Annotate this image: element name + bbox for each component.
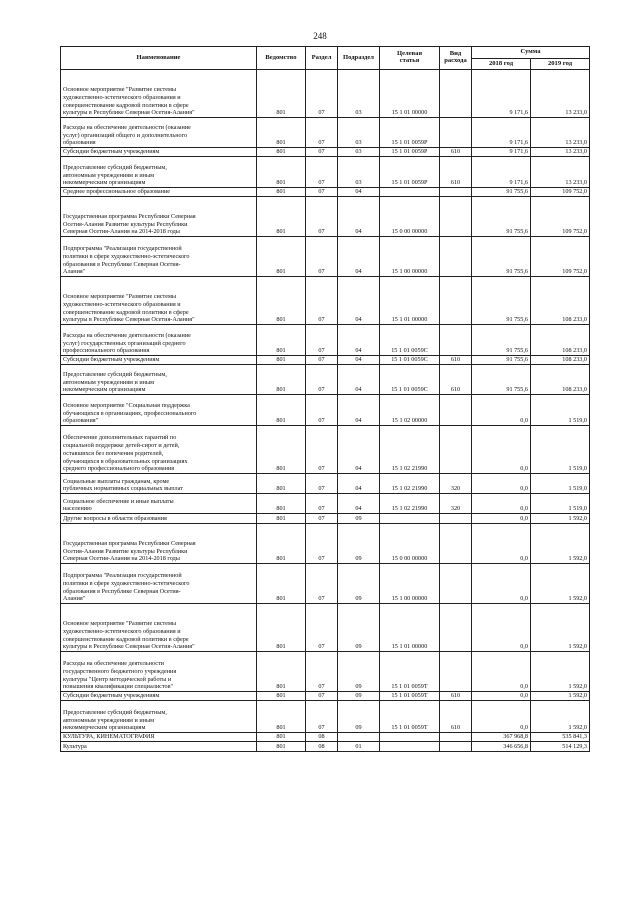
cell-sum-2019: 1 592,0 — [531, 524, 590, 564]
cell-department: 801 — [257, 70, 306, 118]
cell-subsection: 03 — [338, 157, 380, 188]
cell-section: 08 — [306, 733, 338, 742]
cell-section: 07 — [306, 277, 338, 325]
cell-department: 801 — [257, 325, 306, 356]
cell-expense-type: 610 — [440, 157, 472, 188]
cell-sum-2019: 1 519,0 — [531, 395, 590, 426]
table-row — [61, 157, 590, 188]
cell-section: 07 — [306, 118, 338, 148]
cell-name: Социальное обеспечение и иные выплаты населению — [61, 494, 257, 514]
cell-subsection: 04 — [338, 188, 380, 197]
cell-section: 07 — [306, 514, 338, 524]
cell-target-article — [380, 514, 440, 524]
table-row — [61, 395, 590, 426]
cell-name: Предоставление субсидий бюджетным, автономным учреждениям и иным некоммерческим организациям — [61, 365, 257, 395]
cell-expense-type: 320 — [440, 474, 472, 494]
header-subsection: Подраздел — [338, 47, 380, 70]
cell-sum-2019: 13 233,0 — [531, 148, 590, 157]
header-section: Раздел — [306, 47, 338, 70]
cell-department: 801 — [257, 692, 306, 701]
cell-expense-type — [440, 604, 472, 652]
cell-target-article: 15 1 01 00000 — [380, 70, 440, 118]
cell-sum-2018: 367 968,8 — [472, 733, 531, 742]
table-row — [61, 277, 590, 325]
header-sum: Сумма — [472, 47, 590, 59]
cell-name: Государственная программа Республики Северная Осетия-Алания Развитие культуры Республики Северная Осетия-Алания на 2014-2018 годы — [61, 197, 257, 237]
cell-target-article: 15 1 01 0059С — [380, 356, 440, 365]
cell-expense-type — [440, 237, 472, 277]
cell-department: 801 — [257, 277, 306, 325]
table-row — [61, 356, 590, 365]
cell-sum-2019: 109 752,0 — [531, 188, 590, 197]
header-name: Наименование — [61, 47, 257, 70]
cell-name: Расходы на обеспечение деятельности государственного бюджетного учреждения культуры "Центр методической работы и повышения квалификации специалистов" — [61, 652, 257, 692]
cell-expense-type — [440, 564, 472, 604]
cell-department: 801 — [257, 604, 306, 652]
cell-section: 07 — [306, 237, 338, 277]
cell-expense-type: 610 — [440, 365, 472, 395]
cell-sum-2019: 1 519,0 — [531, 426, 590, 474]
cell-department: 801 — [257, 652, 306, 692]
cell-section: 07 — [306, 692, 338, 701]
cell-name: Обеспечение дополнительных гарантий по социальной поддержке детей-сирот и детей, оставшихся без попечения родителей, обучающихся в образовательных организациях среднего профессионального образования — [61, 426, 257, 474]
table-row — [61, 148, 590, 157]
cell-department: 801 — [257, 733, 306, 742]
table-row — [61, 70, 590, 118]
cell-subsection: 04 — [338, 356, 380, 365]
cell-name: Подпрограмма "Реализация государственной политики в сфере художественно-эстетического образования в Республике Северная Осетия- Алания" — [61, 237, 257, 277]
cell-target-article: 15 1 01 00000 — [380, 604, 440, 652]
cell-sum-2018: 9 171,6 — [472, 148, 531, 157]
cell-sum-2018: 0,0 — [472, 426, 531, 474]
cell-sum-2019: 1 592,0 — [531, 604, 590, 652]
cell-subsection: 09 — [338, 524, 380, 564]
cell-section: 07 — [306, 524, 338, 564]
cell-department: 801 — [257, 356, 306, 365]
cell-subsection: 03 — [338, 148, 380, 157]
cell-sum-2019: 1 592,0 — [531, 514, 590, 524]
cell-expense-type: 610 — [440, 692, 472, 701]
table-row — [61, 692, 590, 701]
cell-expense-type — [440, 188, 472, 197]
table-row — [61, 701, 590, 733]
table-row — [61, 426, 590, 474]
cell-sum-2019: 13 233,0 — [531, 157, 590, 188]
cell-subsection: 03 — [338, 118, 380, 148]
cell-sum-2018: 91 755,6 — [472, 188, 531, 197]
table-row — [61, 494, 590, 514]
header-department: Ведомство — [257, 47, 306, 70]
cell-expense-type — [440, 277, 472, 325]
cell-sum-2019: 1 519,0 — [531, 494, 590, 514]
cell-department: 801 — [257, 118, 306, 148]
cell-department: 801 — [257, 426, 306, 474]
cell-target-article: 15 1 01 00000 — [380, 277, 440, 325]
cell-section: 07 — [306, 148, 338, 157]
cell-sum-2018: 0,0 — [472, 524, 531, 564]
cell-name: Другие вопросы в области образования — [61, 514, 257, 524]
cell-sum-2019: 535 841,3 — [531, 733, 590, 742]
cell-subsection: 01 — [338, 742, 380, 752]
cell-sum-2019: 1 592,0 — [531, 652, 590, 692]
cell-sum-2018: 0,0 — [472, 692, 531, 701]
cell-subsection: 04 — [338, 474, 380, 494]
cell-section: 07 — [306, 356, 338, 365]
cell-sum-2018: 91 755,6 — [472, 356, 531, 365]
cell-sum-2018: 0,0 — [472, 514, 531, 524]
cell-section: 07 — [306, 426, 338, 474]
cell-name: Основное мероприятие "Социальная поддержка обучающихся в организациях, профессионального образования" — [61, 395, 257, 426]
cell-subsection: 09 — [338, 604, 380, 652]
table-row — [61, 325, 590, 356]
cell-target-article: 15 1 02 21990 — [380, 474, 440, 494]
cell-name: Культура — [61, 742, 257, 752]
cell-department: 801 — [257, 395, 306, 426]
cell-sum-2018: 91 755,6 — [472, 237, 531, 277]
cell-target-article — [380, 742, 440, 752]
cell-name: Социальные выплаты гражданам, кроме публичных нормативных социальных выплат — [61, 474, 257, 494]
cell-expense-type — [440, 426, 472, 474]
table-row — [61, 733, 590, 742]
cell-name: Субсидии бюджетным учреждениям — [61, 356, 257, 365]
cell-sum-2019: 1 592,0 — [531, 692, 590, 701]
table-row — [61, 564, 590, 604]
cell-section: 08 — [306, 742, 338, 752]
cell-sum-2019: 109 752,0 — [531, 197, 590, 237]
cell-section: 07 — [306, 365, 338, 395]
cell-expense-type — [440, 652, 472, 692]
table-row — [61, 188, 590, 197]
cell-sum-2018: 91 755,6 — [472, 277, 531, 325]
cell-sum-2019: 108 233,0 — [531, 356, 590, 365]
cell-subsection: 09 — [338, 701, 380, 733]
cell-sum-2018: 0,0 — [472, 494, 531, 514]
cell-name: Основное мероприятие "Развитие системы художественно-эстетического образования и совершенствование кадровой политики в сфере культуры в Республике Северная Осетия-Алания" — [61, 277, 257, 325]
cell-expense-type — [440, 118, 472, 148]
cell-sum-2018: 9 171,6 — [472, 157, 531, 188]
table-body — [61, 70, 590, 752]
cell-name: Предоставление субсидий бюджетным, автономным учреждениям и иным некоммерческим организациям — [61, 157, 257, 188]
cell-sum-2018: 0,0 — [472, 564, 531, 604]
cell-target-article — [380, 733, 440, 742]
cell-department: 801 — [257, 494, 306, 514]
cell-department: 801 — [257, 524, 306, 564]
table-row — [61, 514, 590, 524]
cell-sum-2018: 91 755,6 — [472, 197, 531, 237]
cell-expense-type: 610 — [440, 701, 472, 733]
table-row — [61, 197, 590, 237]
cell-name: Расходы на обеспечение деятельности (оказание услуг) государственных организаций среднего профессионального образования — [61, 325, 257, 356]
cell-section: 07 — [306, 395, 338, 426]
cell-target-article: 15 1 01 0059Р — [380, 118, 440, 148]
cell-section: 07 — [306, 197, 338, 237]
cell-section: 07 — [306, 157, 338, 188]
cell-department: 801 — [257, 701, 306, 733]
table-row — [61, 604, 590, 652]
table-row — [61, 474, 590, 494]
cell-expense-type: 610 — [440, 148, 472, 157]
cell-sum-2018: 0,0 — [472, 395, 531, 426]
cell-department: 801 — [257, 742, 306, 752]
cell-sum-2018: 0,0 — [472, 474, 531, 494]
cell-subsection: 04 — [338, 395, 380, 426]
cell-sum-2018: 9 171,6 — [472, 70, 531, 118]
cell-name: Субсидии бюджетным учреждениям — [61, 692, 257, 701]
cell-sum-2019: 13 233,0 — [531, 70, 590, 118]
cell-sum-2019: 1 592,0 — [531, 701, 590, 733]
cell-target-article: 15 1 01 0059С — [380, 325, 440, 356]
cell-subsection: 09 — [338, 692, 380, 701]
cell-name: Среднее профессиональное образование — [61, 188, 257, 197]
cell-subsection: 04 — [338, 494, 380, 514]
header-target-article: Целевая статья — [380, 47, 440, 70]
cell-target-article: 15 1 01 0059С — [380, 365, 440, 395]
header-year-2019: 2019 год — [531, 59, 590, 70]
cell-target-article: 15 1 02 21990 — [380, 494, 440, 514]
cell-expense-type — [440, 325, 472, 356]
cell-target-article: 15 1 01 0059Р — [380, 148, 440, 157]
cell-sum-2019: 109 752,0 — [531, 237, 590, 277]
cell-name: КУЛЬТУРА, КИНЕМАТОГРАФИЯ — [61, 733, 257, 742]
table-row — [61, 118, 590, 148]
cell-sum-2018: 9 171,6 — [472, 118, 531, 148]
cell-expense-type — [440, 70, 472, 118]
cell-target-article: 15 1 01 0059Т — [380, 701, 440, 733]
cell-section: 07 — [306, 701, 338, 733]
cell-subsection: 04 — [338, 237, 380, 277]
cell-department: 801 — [257, 365, 306, 395]
budget-table — [60, 46, 590, 752]
cell-section: 07 — [306, 70, 338, 118]
cell-target-article: 15 1 02 21990 — [380, 426, 440, 474]
cell-subsection: 04 — [338, 365, 380, 395]
cell-expense-type: 610 — [440, 356, 472, 365]
table-row — [61, 742, 590, 752]
cell-expense-type — [440, 733, 472, 742]
cell-sum-2019: 1 519,0 — [531, 474, 590, 494]
cell-department: 801 — [257, 514, 306, 524]
cell-name: Государственная программа Республики Северная Осетия-Алания Развитие культуры Республики Северная Осетия-Алания на 2014-2018 годы — [61, 524, 257, 564]
cell-sum-2018: 91 755,6 — [472, 365, 531, 395]
cell-department: 801 — [257, 474, 306, 494]
cell-sum-2019: 1 592,0 — [531, 564, 590, 604]
cell-department: 801 — [257, 148, 306, 157]
cell-section: 07 — [306, 325, 338, 356]
cell-target-article: 15 0 00 00000 — [380, 197, 440, 237]
cell-name: Расходы на обеспечение деятельности (оказание услуг) организаций общего и дополнительного образования — [61, 118, 257, 148]
cell-name: Субсидии бюджетным учреждениям — [61, 148, 257, 157]
cell-name: Предоставление субсидий бюджетным, автономным учреждениям и иным некоммерческим организациям — [61, 701, 257, 733]
cell-subsection: 04 — [338, 426, 380, 474]
cell-department: 801 — [257, 237, 306, 277]
cell-expense-type — [440, 524, 472, 564]
cell-sum-2018: 0,0 — [472, 701, 531, 733]
cell-section: 07 — [306, 188, 338, 197]
cell-department: 801 — [257, 564, 306, 604]
cell-expense-type — [440, 514, 472, 524]
cell-section: 07 — [306, 494, 338, 514]
cell-expense-type — [440, 742, 472, 752]
cell-subsection: 04 — [338, 277, 380, 325]
cell-subsection: 09 — [338, 514, 380, 524]
cell-name: Подпрограмма "Реализация государственной политики в сфере художественно-эстетического образования в Республике Северная Осетия- Алания" — [61, 564, 257, 604]
table-row — [61, 237, 590, 277]
cell-section: 07 — [306, 474, 338, 494]
cell-department: 801 — [257, 188, 306, 197]
cell-target-article: 15 1 01 0059Т — [380, 652, 440, 692]
table-row — [61, 524, 590, 564]
cell-sum-2019: 108 233,0 — [531, 325, 590, 356]
cell-expense-type — [440, 395, 472, 426]
cell-sum-2019: 108 233,0 — [531, 277, 590, 325]
cell-section: 07 — [306, 652, 338, 692]
cell-subsection: 04 — [338, 197, 380, 237]
cell-sum-2019: 514 129,3 — [531, 742, 590, 752]
cell-subsection: 03 — [338, 70, 380, 118]
cell-target-article — [380, 188, 440, 197]
cell-sum-2018: 0,0 — [472, 604, 531, 652]
header-year-2018: 2018 год — [472, 59, 531, 70]
table-row — [61, 652, 590, 692]
cell-target-article: 15 1 01 0059Т — [380, 692, 440, 701]
cell-department: 801 — [257, 197, 306, 237]
cell-target-article: 15 1 02 00000 — [380, 395, 440, 426]
cell-name: Основное мероприятие "Развитие системы художественно-эстетического образования и совершенствование кадровой политики в сфере культуры в Республике Северная Осетия-Алания" — [61, 70, 257, 118]
cell-sum-2018: 0,0 — [472, 652, 531, 692]
cell-sum-2018: 91 755,6 — [472, 325, 531, 356]
cell-department: 801 — [257, 157, 306, 188]
table-row — [61, 365, 590, 395]
cell-target-article: 15 1 00 00000 — [380, 237, 440, 277]
cell-target-article: 15 1 00 00000 — [380, 564, 440, 604]
cell-target-article: 15 1 01 0059Р — [380, 157, 440, 188]
cell-subsection: 09 — [338, 564, 380, 604]
cell-expense-type — [440, 197, 472, 237]
cell-name: Основное мероприятие "Развитие системы художественно-эстетического образования и совершенствование кадровой политики в сфере культуры в Республике Северная Осетия-Алания" — [61, 604, 257, 652]
cell-sum-2018: 346 656,8 — [472, 742, 531, 752]
cell-subsection: 09 — [338, 652, 380, 692]
cell-sum-2019: 13 233,0 — [531, 118, 590, 148]
cell-section: 07 — [306, 604, 338, 652]
cell-subsection: 04 — [338, 325, 380, 356]
cell-section: 07 — [306, 564, 338, 604]
cell-subsection — [338, 733, 380, 742]
page-number: 248 — [313, 31, 327, 41]
cell-target-article: 15 0 00 00000 — [380, 524, 440, 564]
header-expense-type: Вид расхода — [440, 47, 472, 70]
cell-sum-2019: 108 233,0 — [531, 365, 590, 395]
cell-expense-type: 320 — [440, 494, 472, 514]
